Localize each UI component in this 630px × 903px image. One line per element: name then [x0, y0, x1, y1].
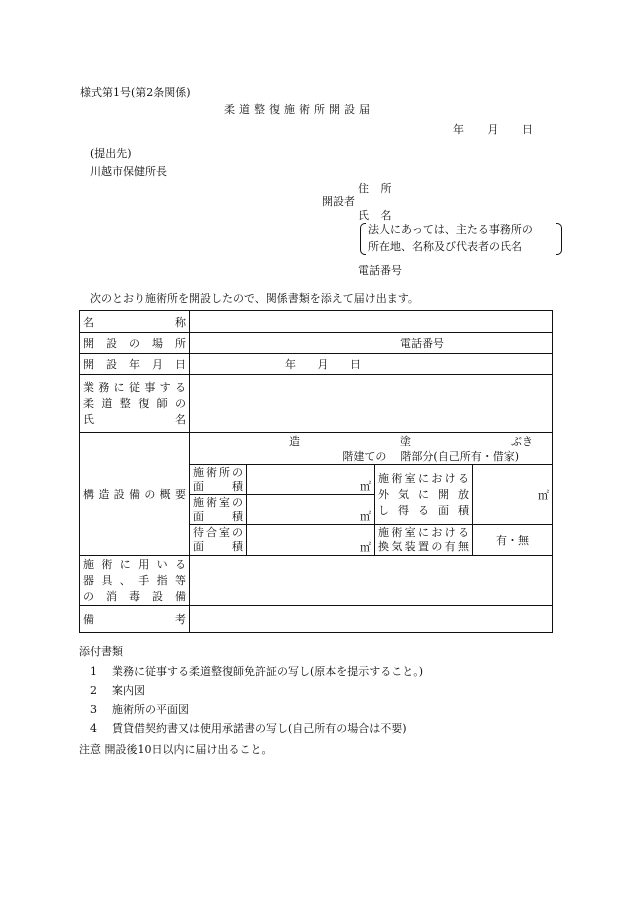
open-air-label-line3: し得る面積: [378, 503, 469, 517]
list-item: [90, 682, 145, 698]
corporation-note: [360, 221, 562, 255]
attachment-text: 業務に従事する柔道整復師免許証の写し(原本を提示すること。): [112, 665, 424, 678]
structure-part: 階部分(自己所有・借家): [400, 449, 519, 463]
ventilation-label-line2: 換気装置の有無: [378, 540, 469, 553]
list-item: [90, 663, 423, 679]
ventilation-label-line1: 施術室における: [378, 526, 469, 539]
submission-date: 年 月 日: [453, 123, 533, 136]
document-title: 柔道整復施術所開設届: [224, 103, 374, 116]
addressee-label: (提出先): [90, 147, 132, 160]
open-air-label-line1: 施術室における: [378, 471, 469, 485]
waiting-area-label: [190, 525, 247, 556]
open-date-field[interactable]: 年 月 日: [190, 354, 553, 375]
open-air-area-label: [375, 465, 473, 525]
disinfect-row-label: [80, 556, 190, 606]
practitioner-field[interactable]: [190, 375, 553, 433]
table-row: [80, 354, 553, 375]
ventilation-label: [375, 525, 473, 556]
intro-text: 次のとおり施術所を開設したので、関係書類を添えて届け出ます。: [90, 292, 419, 305]
waiting-area-label-line1: 待合室の: [193, 526, 243, 539]
application-table: [79, 310, 553, 633]
structure-buki: ぶき: [511, 434, 533, 448]
structure-floors: 階建ての: [342, 449, 387, 463]
attachment-number: 1: [90, 665, 97, 678]
waiting-area-field[interactable]: ㎡: [247, 525, 375, 556]
attachments-title: 添付書類: [79, 645, 123, 658]
attachment-text: 賃貸借契約書又は使用承諾書の写し(自己所有の場合は不要): [112, 722, 407, 735]
remarks-field[interactable]: [190, 606, 553, 633]
practitioner-label-line2: 柔道整復師の: [83, 396, 186, 410]
attachment-text: 施術所の平面図: [112, 703, 189, 716]
disinfect-label-line1: 施術に用いる: [83, 557, 186, 571]
facility-area-label-line1: 施術所の: [193, 465, 243, 479]
waiting-area-label-line2: 面積: [193, 540, 243, 553]
attachment-text: 案内図: [112, 684, 145, 697]
practitioner-row-label: [80, 375, 190, 433]
table-row: [80, 556, 553, 606]
structure-row-label: 構造設備の概要: [80, 433, 190, 556]
disinfect-label-line2: 器具、手指等: [83, 573, 186, 587]
form-number: 様式第1号(第2条関係): [80, 86, 191, 99]
facility-area-label: [190, 465, 247, 495]
attachment-number: 3: [90, 703, 97, 716]
disinfect-field[interactable]: [190, 556, 553, 606]
facility-area-label-line2: 面積: [193, 479, 243, 493]
open-air-label-line2: 外気に開放: [378, 487, 469, 501]
treatment-area-label-line2: 面積: [193, 509, 243, 523]
open-air-area-field[interactable]: ㎡: [473, 465, 553, 525]
left-bracket: [360, 223, 366, 255]
open-date-row-label: 開設年月日: [80, 354, 190, 375]
name-field[interactable]: [190, 311, 553, 333]
list-item: [90, 720, 407, 736]
corporation-note-line1: 法人にあっては、主たる事務所の: [368, 223, 533, 236]
treatment-area-field[interactable]: ㎡: [247, 495, 375, 525]
structure-zou: 造: [289, 434, 300, 448]
location-row-label: 開設の場所: [80, 333, 190, 354]
attachment-number: 4: [90, 722, 97, 735]
practitioner-label-line3: 氏名: [83, 412, 186, 426]
disinfect-label-line3: の消毒設備: [83, 589, 186, 603]
right-bracket: [556, 223, 562, 255]
ventilation-field[interactable]: 有・無: [473, 525, 553, 556]
corporation-note-line2: 所在地、名称及び代表者の氏名: [368, 240, 522, 253]
attachment-number: 2: [90, 684, 97, 697]
name-label: 氏 名: [358, 209, 392, 222]
structure-nuri: 塗: [400, 434, 411, 448]
table-row: [80, 375, 553, 433]
address-label: 住 所: [358, 182, 392, 195]
deadline-note: 注意 開設後10日以内に届け出ること。: [79, 743, 273, 756]
list-item: [90, 701, 189, 717]
structure-field[interactable]: [190, 433, 553, 465]
phone-label: 電話番号: [358, 264, 402, 277]
location-field[interactable]: [190, 333, 553, 354]
location-phone-label: 電話番号: [400, 337, 444, 350]
table-row: [80, 311, 553, 333]
table-row: [80, 606, 553, 633]
facility-area-field[interactable]: ㎡: [247, 465, 375, 495]
practitioner-label-line1: 業務に従事する: [83, 380, 186, 394]
applicant-label: 開設者: [322, 195, 355, 208]
table-row: [80, 333, 553, 354]
remarks-row-label: 備考: [80, 606, 190, 633]
name-row-label: 名称: [80, 311, 190, 333]
addressee-name: 川越市保健所長: [90, 165, 167, 178]
treatment-area-label-line1: 施術室の: [193, 495, 243, 509]
treatment-area-label: [190, 495, 247, 525]
table-row: [80, 433, 553, 465]
